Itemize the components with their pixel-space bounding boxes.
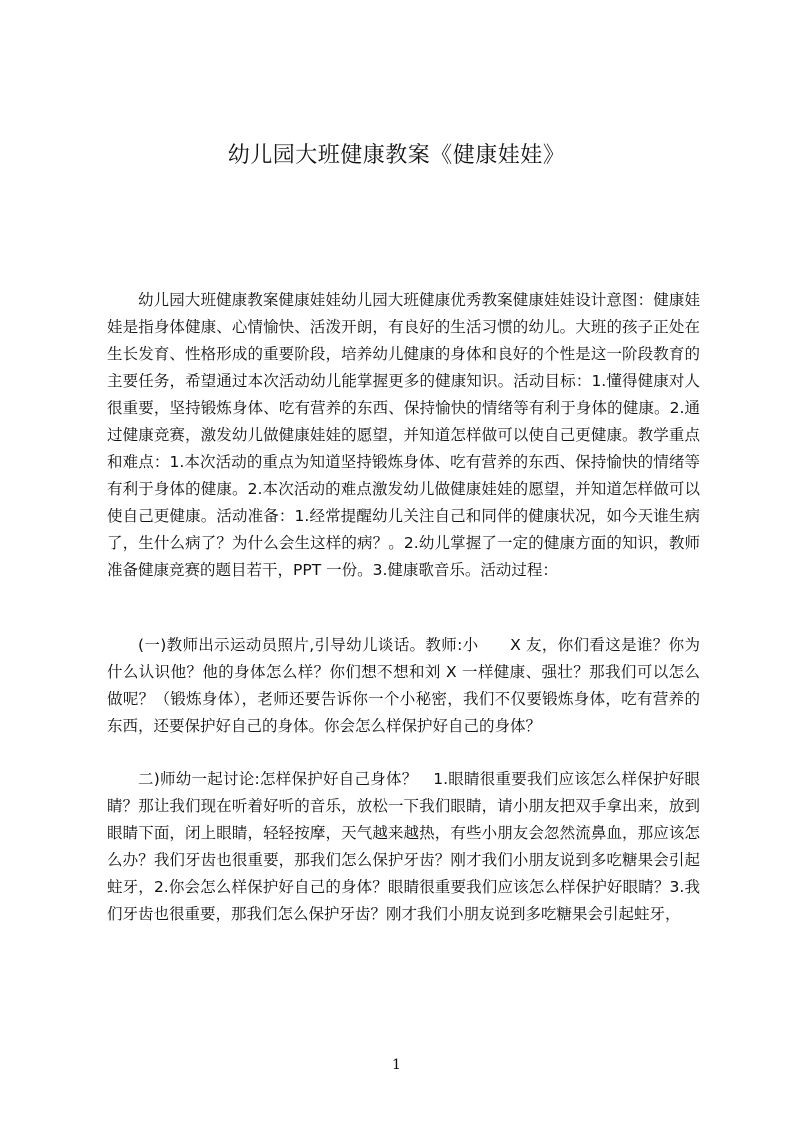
paragraph-step-two: 二)师幼一起讨论:怎样保护好自己身体？ 1.眼睛很重要我们应该怎么样保护好眼睛？那让我们现在听着好听的音乐，放松一下我们眼睛，请小朋友把双手拿出来，放到眼睛下面，闭上眼睛，轻轻按摩，天气越来越热，有些小朋友会忽然流鼻血，那应该怎么办？我们牙齿也很重要，那我们怎么保护牙齿？刚才我们小朋友说到多吃糖果会引起蛀牙，2.你会怎么样保护好自己的身体？眼睛很重要我们应该怎么样保护好眼睛？3.我们牙齿也很重要，那我们怎么保护牙齿？刚才我们小朋友说到多吃糖果会引起蛀牙， bbox=[107, 770, 700, 923]
paragraph-step-one: (一)教师出示运动员照片,引导幼儿谈话。教师:小 X 友，你们看这是谁？你为什么认识他？他的身体怎么样？你们想不想和刘 X 一样健康、强壮？那我们可以怎么做呢？（锻炼身体），老师还要告诉你一个小秘密，我们不仅要锻炼身体，吃有营养的东西，还要保护好自己的身体。你会怎么样保护好自己的身体？ bbox=[107, 636, 700, 735]
document-title: 幼儿园大班健康教案《健康娃娃》 bbox=[227, 143, 566, 168]
page-number: 1 bbox=[392, 1057, 401, 1073]
paragraph-intro: 幼儿园大班健康教案健康娃娃幼儿园大班健康优秀教案健康娃娃设计意图：健康娃娃是指身体健康、心情愉快、活泼开朗，有良好的生活习惯的幼儿。大班的孩子正处在生长发育、性格形成的重要阶段，培养幼儿健康的身体和良好的个性是这一阶段教育的主要任务，希望通过本次活动幼儿能掌握更多的健康知识。活动目标：1.懂得健康对人很重要，坚持锻炼身体、吃有营养的东西、保持愉快的情绪等有利于身体的健康。2.通过健康竞赛，激发幼儿做健康娃娃的愿望，并知道怎样做可以使自己更健康。教学重点和难点：1.本次活动的重点为知道坚持锻炼身体、吃有营养的东西、保持愉快的情绪等有利于身体的健康。2.本次活动的难点激发幼儿做健康娃娃的愿望，并知道怎样做可以使自己更健康。活动准备：1.经常提醒幼儿关注自己和同伴的健康状况，如今天谁生病了，生什么病了？为什么会生这样的病？。2.幼儿掌握了一定的健康方面的知识，教师准备健康竞赛的题目若干，PPT 一份。3.健康歌音乐。活动过程： bbox=[107, 291, 700, 579]
